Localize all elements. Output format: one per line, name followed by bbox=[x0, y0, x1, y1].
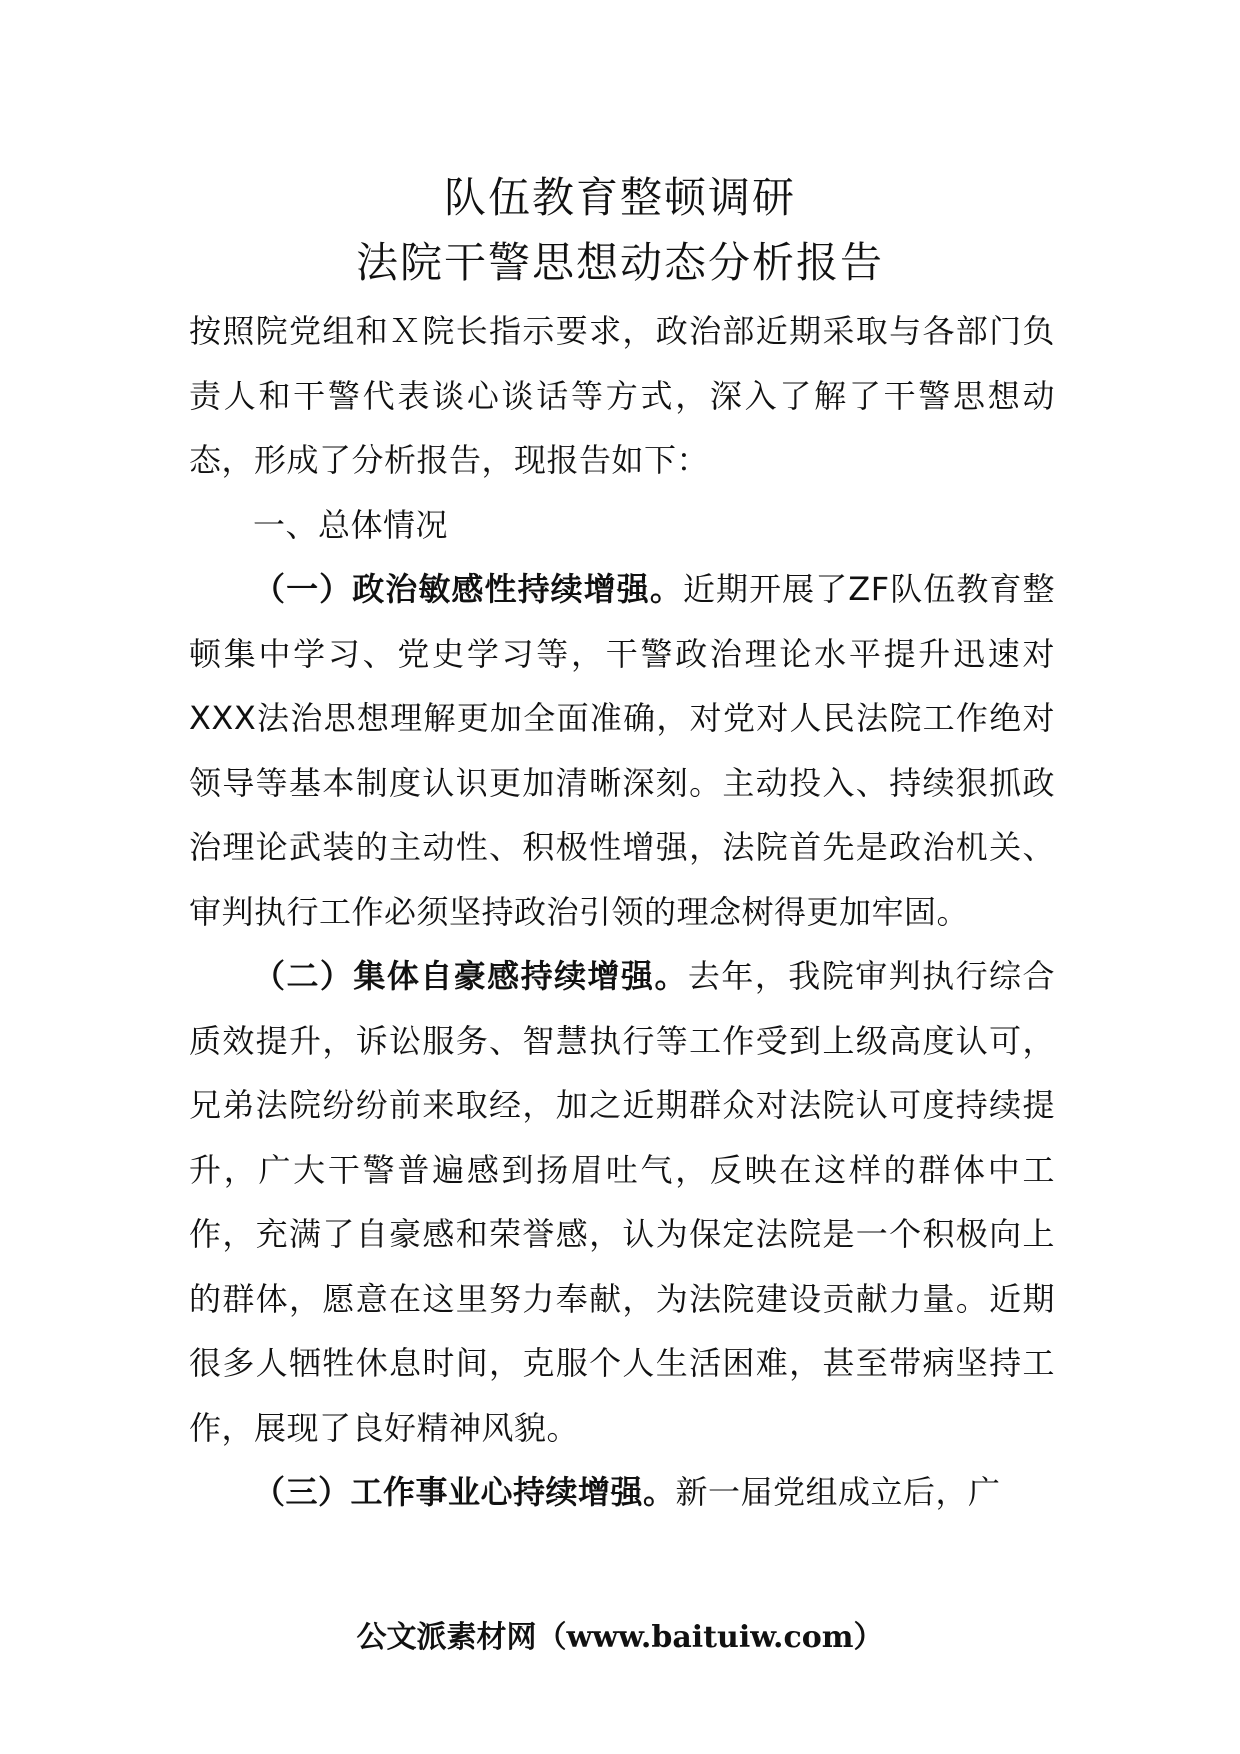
section-heading-overview: 一、总体情况 bbox=[253, 505, 449, 544]
paragraph-text: 去年，我院审判执行综合质效提升，诉讼服务、智慧执行等工作受到上级高度认可，兄弟法院纷纷前来取经，加之近期群众对法院认可度持续提升，广大干警普遍感到扬眉吐气，反映在这样的群体中工作，充满了自豪感和荣誉感，认为保定法院是一个积极向上的群体，愿意在这里努力奉献，为法院建设贡献力量。近期很多人牺牲休息时间，克服个人生活困难，甚至带病坚持工作，展现了良好精神风貌。 bbox=[189, 957, 1055, 1447]
document-body bbox=[189, 299, 1055, 1525]
paragraph-lead: （三）工作事业心持续增强。 bbox=[253, 1473, 676, 1511]
paragraph-career-dedication bbox=[189, 1460, 1055, 1525]
intro-paragraph: 按照院党组和Ｘ院长指示要求，政治部近期采取与各部门负责人和干警代表谈心谈话等方式，深入了解了干警思想动态，形成了分析报告，现报告如下： bbox=[189, 312, 1055, 479]
paragraph-text: 新一届党组成立后，广 bbox=[675, 1473, 1001, 1511]
paragraph-text: 近期开展了ZF队伍教育整顿集中学习、党史学习等，干警政治理论水平提升迅速对XXX法治思想理解更加全面准确，对党对人民法院工作绝对领导等基本制度认识更加清晰深刻。主动投入、持续狠抓政治理论武装的主动性、积极性增强，法院首先是政治机关、审判执行工作必须坚持政治引领的理念树得更加牢固。 bbox=[189, 570, 1055, 931]
paragraph-lead: （二）集体自豪感持续增强。 bbox=[253, 957, 688, 995]
document-title-line2: 法院干警思想动态分析报告 bbox=[355, 238, 884, 287]
paragraph-collective-pride bbox=[189, 944, 1055, 1460]
document-title-line1: 队伍教育整顿调研 bbox=[443, 173, 796, 222]
paragraph-political-sensitivity bbox=[189, 557, 1055, 944]
footer-watermark-text: 公文派素材网（www.baituiw.com） bbox=[356, 1620, 884, 1655]
paragraph-lead: （一）政治敏感性持续增强。 bbox=[253, 570, 683, 608]
